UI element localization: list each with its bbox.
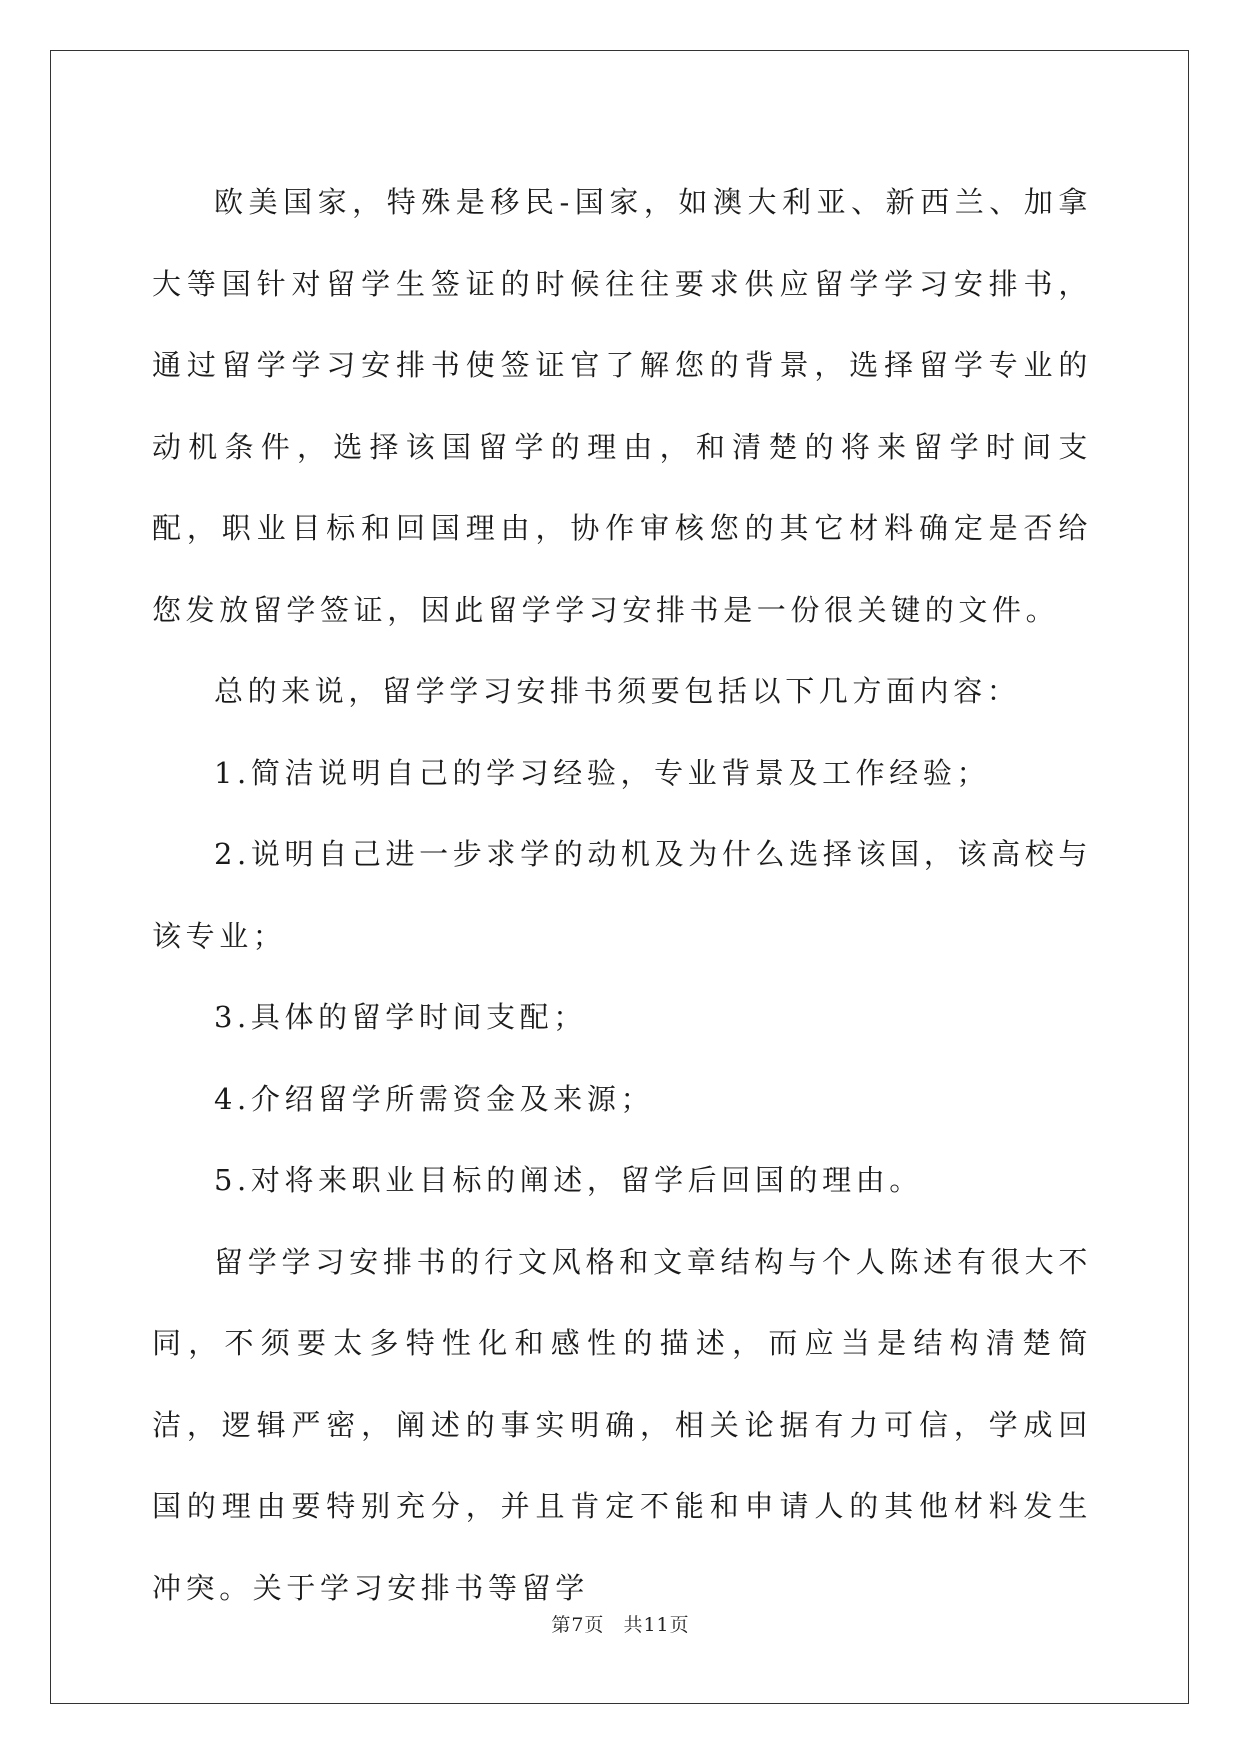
document-body [152,162,1092,1629]
list-item-5: 5.对将来职业目标的阐述，留学后回国的理由。 [214,1163,923,1197]
paragraph-style: 留学学习安排书的行文风格和文章结构与个人陈述有很大不同，不须要太多特性化和感性的描述，而应当是结构清楚简洁，逻辑严密，阐述的事实明确，相关论据有力可信，学成回国的理由要特别充分，并且肯定不能和申请人的其他材料发生冲突。关于学习安排书等留学 [152,1244,1092,1605]
list-item-1: 1.简洁说明自己的学习经验，专业背景及工作经验； [214,755,991,790]
list-item-2: 2.说明自己进一步求学的动机及为什么选择该国，该高校与该专业； [152,837,1092,953]
list-item-4: 4.介绍留学所需资金及来源； [214,1081,655,1116]
paragraph-intro: 欧美国家，特殊是移民-国家，如澳大利亚、新西兰、加拿大等国针对留学生签证的时候往往要求供应留学学习安排书，通过留学学习安排书使签证官了解您的背景，选择留学专业的动机条件，选择该国留学的理由，和清楚的将来留学时间支配，职业目标和回国理由，协作审核您的其它材料确定是否给您发放留学签证，因此留学学习安排书是一份很关键的文件。 [152,185,1092,627]
list-item-3: 3.具体的留学时间支配； [214,1000,587,1034]
paragraph-summary: 总的来说，留学学习安排书须要包括以下几方面内容： [214,674,1021,708]
page-number-current: 第7页 [551,1614,605,1636]
page-number-total: 共11页 [623,1614,690,1636]
page-footer [0,1610,1241,1637]
